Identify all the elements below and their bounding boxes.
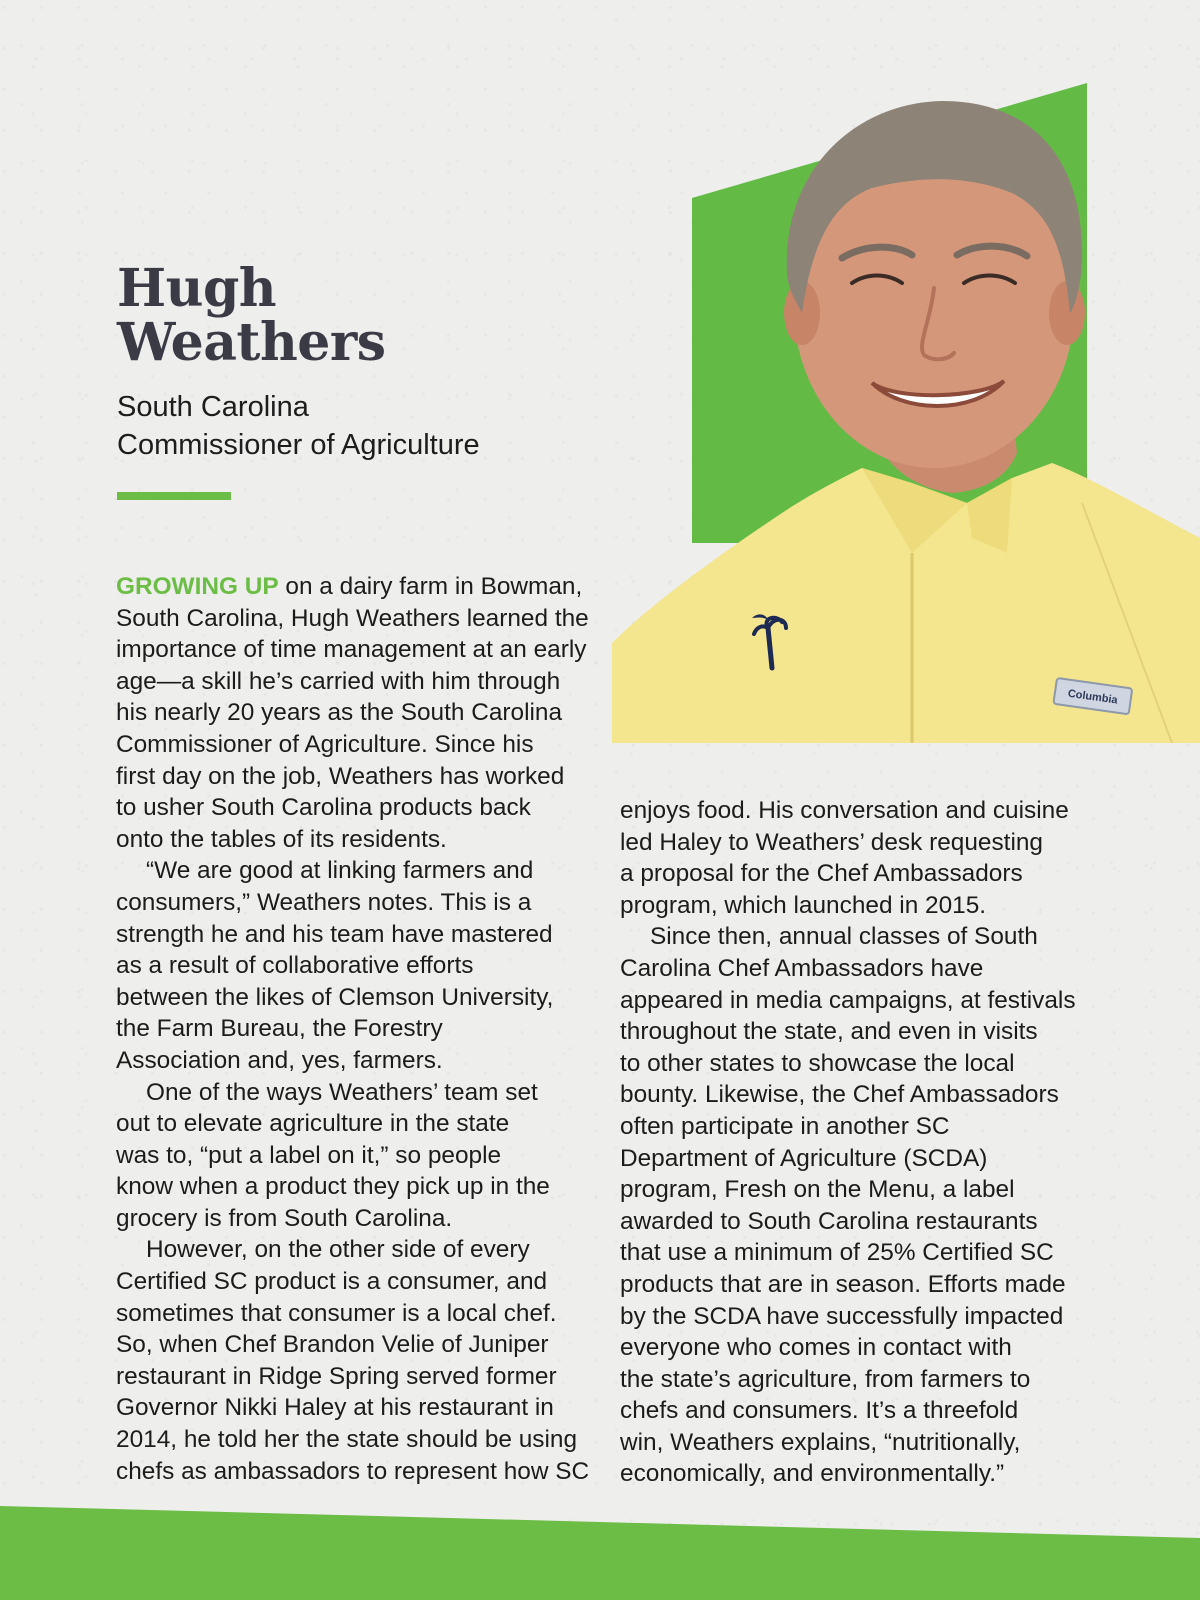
person-name: [117, 258, 617, 373]
body-line-text: enjoys food. His conversation and cuisine: [620, 797, 1069, 824]
body-line-text: on a dairy farm in Bowman,: [278, 573, 583, 600]
body-line-text: economically, and environmentally.”: [620, 1460, 1005, 1488]
body-line: [620, 1016, 1076, 1048]
body-line: [116, 792, 589, 824]
body-line-text: everyone who comes in contact with: [620, 1334, 1012, 1362]
body-line: [116, 1045, 589, 1077]
article-body-left: [116, 571, 589, 1487]
body-line: [116, 1171, 589, 1203]
body-line: [116, 950, 589, 982]
body-line-text: strength he and his team have mastered: [116, 920, 553, 948]
body-line: [620, 858, 1076, 890]
body-line-text: the Farm Bureau, the Forestry: [116, 1015, 443, 1043]
body-line-text: led Haley to Weathers’ desk requesting: [620, 828, 1044, 856]
body-line: [620, 1079, 1076, 1111]
body-line-text: out to elevate agriculture in the state: [116, 1110, 510, 1138]
lead-in-text: GROWING UP: [116, 573, 279, 600]
body-line: [620, 1111, 1076, 1143]
body-line-text: program, Fresh on the Menu, a label: [620, 1176, 1015, 1204]
body-line: [620, 1269, 1076, 1301]
body-line: [116, 1361, 589, 1393]
body-line-text: products that are in season. Efforts made: [620, 1270, 1066, 1298]
body-line-text: So, when Chef Brandon Velie of Juniper: [116, 1331, 549, 1359]
body-line: [116, 1298, 589, 1330]
body-line: [620, 1395, 1076, 1427]
body-line: [620, 1174, 1076, 1206]
body-line-text: to other states to showcase the local: [620, 1049, 1015, 1077]
body-line: [116, 855, 589, 887]
body-line: [620, 1458, 1076, 1490]
body-line-text: first day on the job, Weathers has worked: [116, 762, 565, 790]
body-line: [620, 890, 1076, 922]
body-line: [116, 729, 589, 761]
body-line-text: chefs and consumers. It’s a threefold: [620, 1397, 1019, 1425]
body-line-text: win, Weathers explains, “nutritionally,: [620, 1428, 1021, 1456]
body-line-text: One of the ways Weathers’ team set: [146, 1078, 538, 1106]
body-line-text: sometimes that consumer is a local chef.: [116, 1299, 557, 1327]
body-line-text: 2014, he told her the state should be using: [116, 1426, 578, 1454]
body-line: [620, 1427, 1076, 1459]
body-line: [116, 603, 589, 635]
body-line-text: grocery is from South Carolina.: [116, 1204, 453, 1232]
body-line-text: program, which launched in 2015.: [620, 891, 987, 919]
accent-divider: [117, 492, 231, 500]
article-header: [117, 258, 617, 464]
shirt-brand-label: Columbia: [1067, 687, 1119, 707]
body-line: [116, 1456, 589, 1488]
body-line-text: the state’s agriculture, from farmers to: [620, 1365, 1031, 1393]
body-line-text: South Carolina, Hugh Weathers learned the: [116, 604, 589, 632]
name-line-first: Hugh: [117, 258, 277, 319]
body-line-text: Governor Nikki Haley at his restaurant in: [116, 1394, 554, 1422]
body-line: [620, 1048, 1076, 1080]
body-line-text: was to, “put a label on it,” so people: [116, 1141, 502, 1169]
body-line-text: importance of time management at an early: [116, 636, 587, 664]
body-line-text: by the SCDA have successfully impacted: [620, 1302, 1064, 1330]
body-line: [116, 887, 589, 919]
body-line-text: However, on the other side of every: [146, 1236, 530, 1264]
body-line-text: throughout the state, and even in visits: [620, 1018, 1038, 1046]
body-line: [116, 1077, 589, 1109]
body-line: [116, 1392, 589, 1424]
body-line: [620, 1237, 1076, 1269]
body-line-text: that use a minimum of 25% Certified SC: [620, 1239, 1054, 1267]
body-line: [116, 982, 589, 1014]
body-line: [116, 666, 589, 698]
name-line-last: Weathers: [117, 312, 386, 373]
body-line-text: restaurant in Ridge Spring served former: [116, 1362, 557, 1390]
body-line-text: age—a skill he’s carried with him through: [116, 667, 561, 695]
body-line: [116, 634, 589, 666]
body-line-text: Since then, annual classes of South: [650, 923, 1038, 951]
body-line-text: to usher South Carolina products back: [116, 794, 531, 822]
body-line: [620, 1332, 1076, 1364]
body-line: [116, 571, 589, 603]
body-line: [116, 761, 589, 793]
body-line: [116, 919, 589, 951]
body-line: [116, 824, 589, 856]
body-line: [620, 795, 1076, 827]
body-line: [620, 921, 1076, 953]
body-line: [116, 1203, 589, 1235]
body-line: [620, 1143, 1076, 1175]
body-line-text: Commissioner of Agriculture. Since his: [116, 730, 534, 758]
title-line-2: Commissioner of Agriculture: [117, 429, 480, 461]
body-line-text: Certified SC product is a consumer, and: [116, 1268, 548, 1296]
body-line: [620, 1206, 1076, 1238]
person-title: [117, 388, 617, 464]
body-line-text: appeared in media campaigns, at festivals: [620, 986, 1076, 1014]
body-line-text: Carolina Chef Ambassadors have: [620, 954, 984, 982]
title-line-1: South Carolina: [117, 391, 309, 423]
portrait-photo: [612, 83, 1200, 743]
body-line-text: Department of Agriculture (SCDA): [620, 1144, 988, 1172]
body-line-text: “We are good at linking farmers and: [146, 857, 534, 885]
body-line: [620, 827, 1076, 859]
footer-band: [0, 1500, 1200, 1600]
body-line: [620, 985, 1076, 1017]
body-line: [620, 1364, 1076, 1396]
body-line-text: between the likes of Clemson University,: [116, 983, 554, 1011]
body-line-text: awarded to South Carolina restaurants: [620, 1207, 1038, 1235]
body-line: [116, 1013, 589, 1045]
body-line-text: a proposal for the Chef Ambassadors: [620, 860, 1023, 888]
body-line: [116, 1108, 589, 1140]
body-line-text: Association and, yes, farmers.: [116, 1046, 443, 1074]
body-line-text: know when a product they pick up in the: [116, 1173, 550, 1201]
body-line: [620, 953, 1076, 985]
body-line-text: often participate in another SC: [620, 1112, 950, 1140]
body-line: [116, 697, 589, 729]
body-line-text: as a result of collaborative efforts: [116, 952, 474, 980]
body-line: [116, 1424, 589, 1456]
body-line-text: onto the tables of its residents.: [116, 825, 447, 853]
body-line: [116, 1266, 589, 1298]
body-line-text: chefs as ambassadors to represent how SC: [116, 1457, 590, 1485]
body-line: [116, 1329, 589, 1361]
body-line: [620, 1301, 1076, 1333]
body-line-text: his nearly 20 years as the South Carolina: [116, 699, 563, 727]
body-line-text: consumers,” Weathers notes. This is a: [116, 888, 532, 916]
body-line-text: bounty. Likewise, the Chef Ambassadors: [620, 1081, 1059, 1109]
article-body-right: [620, 795, 1076, 1490]
body-line: [116, 1234, 589, 1266]
body-line: [116, 1140, 589, 1172]
